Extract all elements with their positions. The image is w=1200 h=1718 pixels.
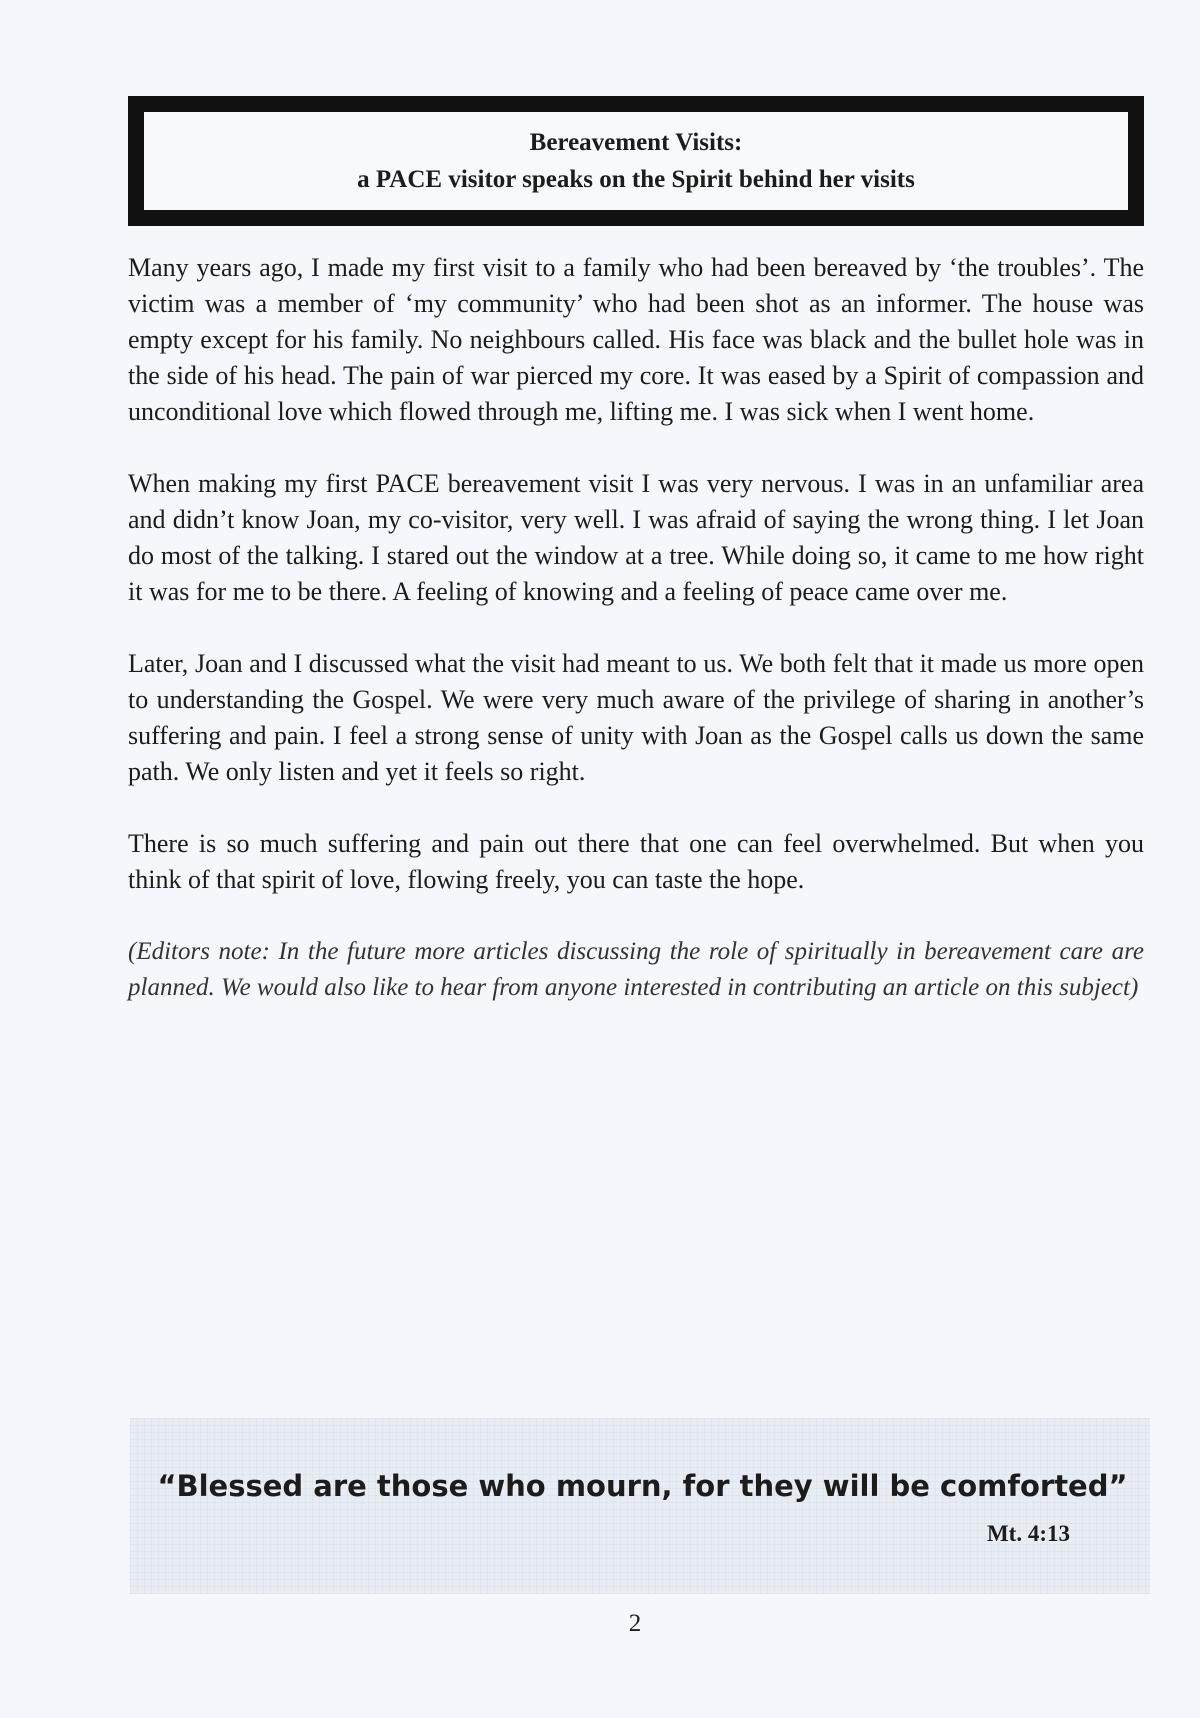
paragraph-1: Many years ago, I made my first visit to a family who had been bereaved by ‘the troubles’. The victim was a member of ‘my community’ who had been shot as an informer. The house was empty except for his family. No neighbours called. His face was black and the bullet hole was in the side of his head. The pain of war pierced my core. It was eased by a Spirit of compassion and unconditional love which flowed through me, lifting me. I was sick when I went home. — [128, 253, 1144, 426]
title-line-2: a PACE visitor speaks on the Spirit behind her visits — [357, 166, 915, 193]
scripture-reference: Mt. 4:13 — [986, 1521, 1070, 1546]
editors-note: (Editors note: In the future more articles discussing the role of spiritually in bereavement care are planned. We would also like to hear from anyone interested in contributing an article on this subject) — [128, 938, 1144, 1001]
paragraph-3: Later, Joan and I discussed what the visit had meant to us. We both felt that it made us more open to understanding the Gospel. We were very much aware of the privilege of sharing in another’s suffering and pain. I feel a strong sense of unity with Joan as the Gospel calls us down the same path. We only listen and yet it feels so right. — [128, 649, 1144, 786]
article-body — [128, 250, 1144, 1042]
article-title — [141, 109, 1131, 213]
page-number: 2 — [628, 1610, 642, 1637]
scripture-quote: “Blessed are those who mourn, for they will be comforted” — [157, 1469, 1128, 1503]
quote-background-panel — [130, 1418, 1150, 1594]
paragraph-2: When making my first PACE bereavement visit I was very nervous. I was in an unfamiliar area and didn’t know Joan, my co-visitor, very well. I was afraid of saying the wrong thing. I let Joan do most of the talking. I stared out the window at a tree. While doing so, it came to me how right it was for me to be there. A feeling of knowing and a feeling of peace came over me. — [128, 469, 1144, 606]
article-title-box — [128, 96, 1144, 226]
paragraph-4: There is so much suffering and pain out there that one can feel overwhelmed. But when you think of that spirit of love, flowing freely, you can taste the hope. — [128, 829, 1144, 894]
title-line-1: Bereavement Visits: — [529, 129, 743, 156]
title-frame — [138, 106, 1134, 216]
